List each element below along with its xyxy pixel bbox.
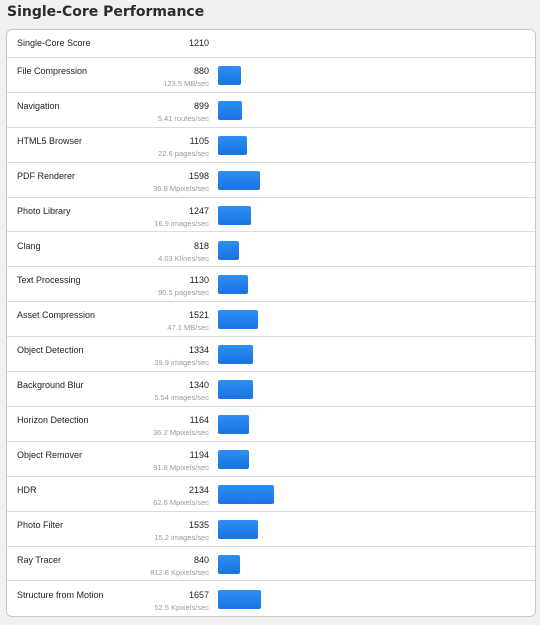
benchmark-row [7, 128, 535, 163]
score-bar [218, 136, 247, 155]
benchmark-throughput: 90.5 pages/sec [158, 288, 209, 298]
benchmark-row [7, 407, 535, 442]
benchmark-score: 1105 [189, 135, 209, 146]
benchmark-name: Navigation [17, 100, 60, 111]
benchmark-row [7, 582, 535, 617]
benchmark-name: Photo Library [17, 205, 71, 216]
benchmark-throughput: 52.5 Kpixels/sec [154, 602, 209, 612]
benchmark-throughput: 15.2 images/sec [154, 532, 209, 542]
score-table [6, 29, 536, 617]
score-bar [218, 380, 253, 399]
score-bar [218, 275, 248, 294]
benchmark-row [7, 337, 535, 372]
benchmark-row [7, 233, 535, 268]
score-bar [218, 415, 249, 434]
benchmark-throughput: 62.6 Mpixels/sec [153, 497, 209, 507]
page-title: Single-Core Performance [7, 4, 205, 20]
score-bar [218, 241, 239, 260]
benchmark-score: 880 [193, 66, 209, 76]
benchmark-name: Object Remover [17, 449, 83, 460]
benchmark-row [7, 512, 535, 547]
benchmark-name: HTML5 Browser [17, 135, 83, 146]
benchmark-throughput: 36.2 Mpixels/sec [153, 428, 209, 437]
score-bar [218, 310, 258, 329]
benchmark-throughput: 5.41 routes/sec [157, 113, 209, 123]
benchmark-score: 1340 [188, 380, 209, 391]
benchmark-score: 1334 [188, 345, 209, 356]
benchmark-name: HDR [17, 484, 37, 495]
benchmark-throughput: 91.8 Mpixels/sec [153, 462, 209, 472]
benchmark-score: 1130 [189, 275, 209, 286]
score-bar [218, 345, 253, 364]
benchmark-score: 1164 [189, 415, 209, 425]
benchmark-score: 1194 [189, 449, 209, 460]
score-bar [218, 171, 260, 190]
benchmark-name: Background Blur [17, 380, 84, 391]
score-bar [218, 485, 274, 504]
benchmark-row [7, 267, 535, 302]
benchmark-row [7, 372, 535, 407]
benchmark-throughput: 5.54 images/sec [154, 393, 209, 403]
benchmark-throughput: 39.9 images/sec [154, 358, 209, 368]
score-bar [218, 206, 251, 225]
summary-score: 1210 [188, 38, 209, 48]
benchmark-name: Photo Filter [17, 519, 64, 530]
score-bar [218, 66, 241, 85]
benchmark-row [7, 163, 535, 198]
benchmark-name: Asset Compression [17, 310, 96, 321]
summary-label: Single-Core Score [17, 38, 91, 48]
benchmark-throughput: 22.6 pages/sec [158, 148, 209, 158]
benchmark-score: 1535 [188, 519, 209, 530]
score-bar [218, 450, 249, 469]
benchmark-throughput: 47.1 MB/sec [167, 323, 209, 333]
benchmark-name: PDF Renderer [17, 170, 76, 181]
benchmark-throughput: 4.03 Klines/sec [158, 253, 209, 263]
benchmark-throughput: 812.8 Kpixels/sec [150, 567, 209, 577]
score-bar [218, 101, 242, 120]
benchmark-score: 2134 [188, 484, 209, 495]
benchmark-row [7, 547, 535, 582]
benchmark-row [7, 198, 535, 233]
benchmark-name: Text Processing [17, 275, 81, 286]
benchmark-score: 840 [193, 554, 209, 565]
score-bar [218, 590, 261, 609]
benchmark-name: File Compression [17, 66, 88, 76]
benchmark-name: Structure from Motion [17, 589, 104, 600]
benchmark-row [7, 302, 535, 337]
benchmark-name: Ray Tracer [17, 554, 62, 565]
benchmark-row [7, 93, 535, 128]
score-bar [218, 520, 258, 539]
benchmark-name: Clang [17, 240, 41, 251]
benchmark-score: 899 [193, 100, 209, 111]
benchmark-score: 818 [193, 240, 209, 251]
benchmark-row [7, 58, 535, 93]
summary-row [7, 30, 535, 58]
benchmark-row [7, 442, 535, 477]
benchmark-score: 1598 [188, 170, 209, 181]
benchmark-throughput: 36.8 Mpixels/sec [153, 183, 209, 193]
benchmark-throughput: 123.5 MB/sec [163, 79, 209, 88]
benchmark-score: 1247 [188, 205, 209, 216]
benchmark-name: Horizon Detection [17, 415, 89, 425]
benchmark-row [7, 477, 535, 512]
benchmark-score: 1521 [188, 310, 209, 321]
score-bar [218, 555, 240, 574]
benchmark-score: 1657 [188, 589, 209, 600]
benchmark-name: Object Detection [17, 345, 84, 356]
benchmark-throughput: 16.9 images/sec [154, 218, 209, 228]
